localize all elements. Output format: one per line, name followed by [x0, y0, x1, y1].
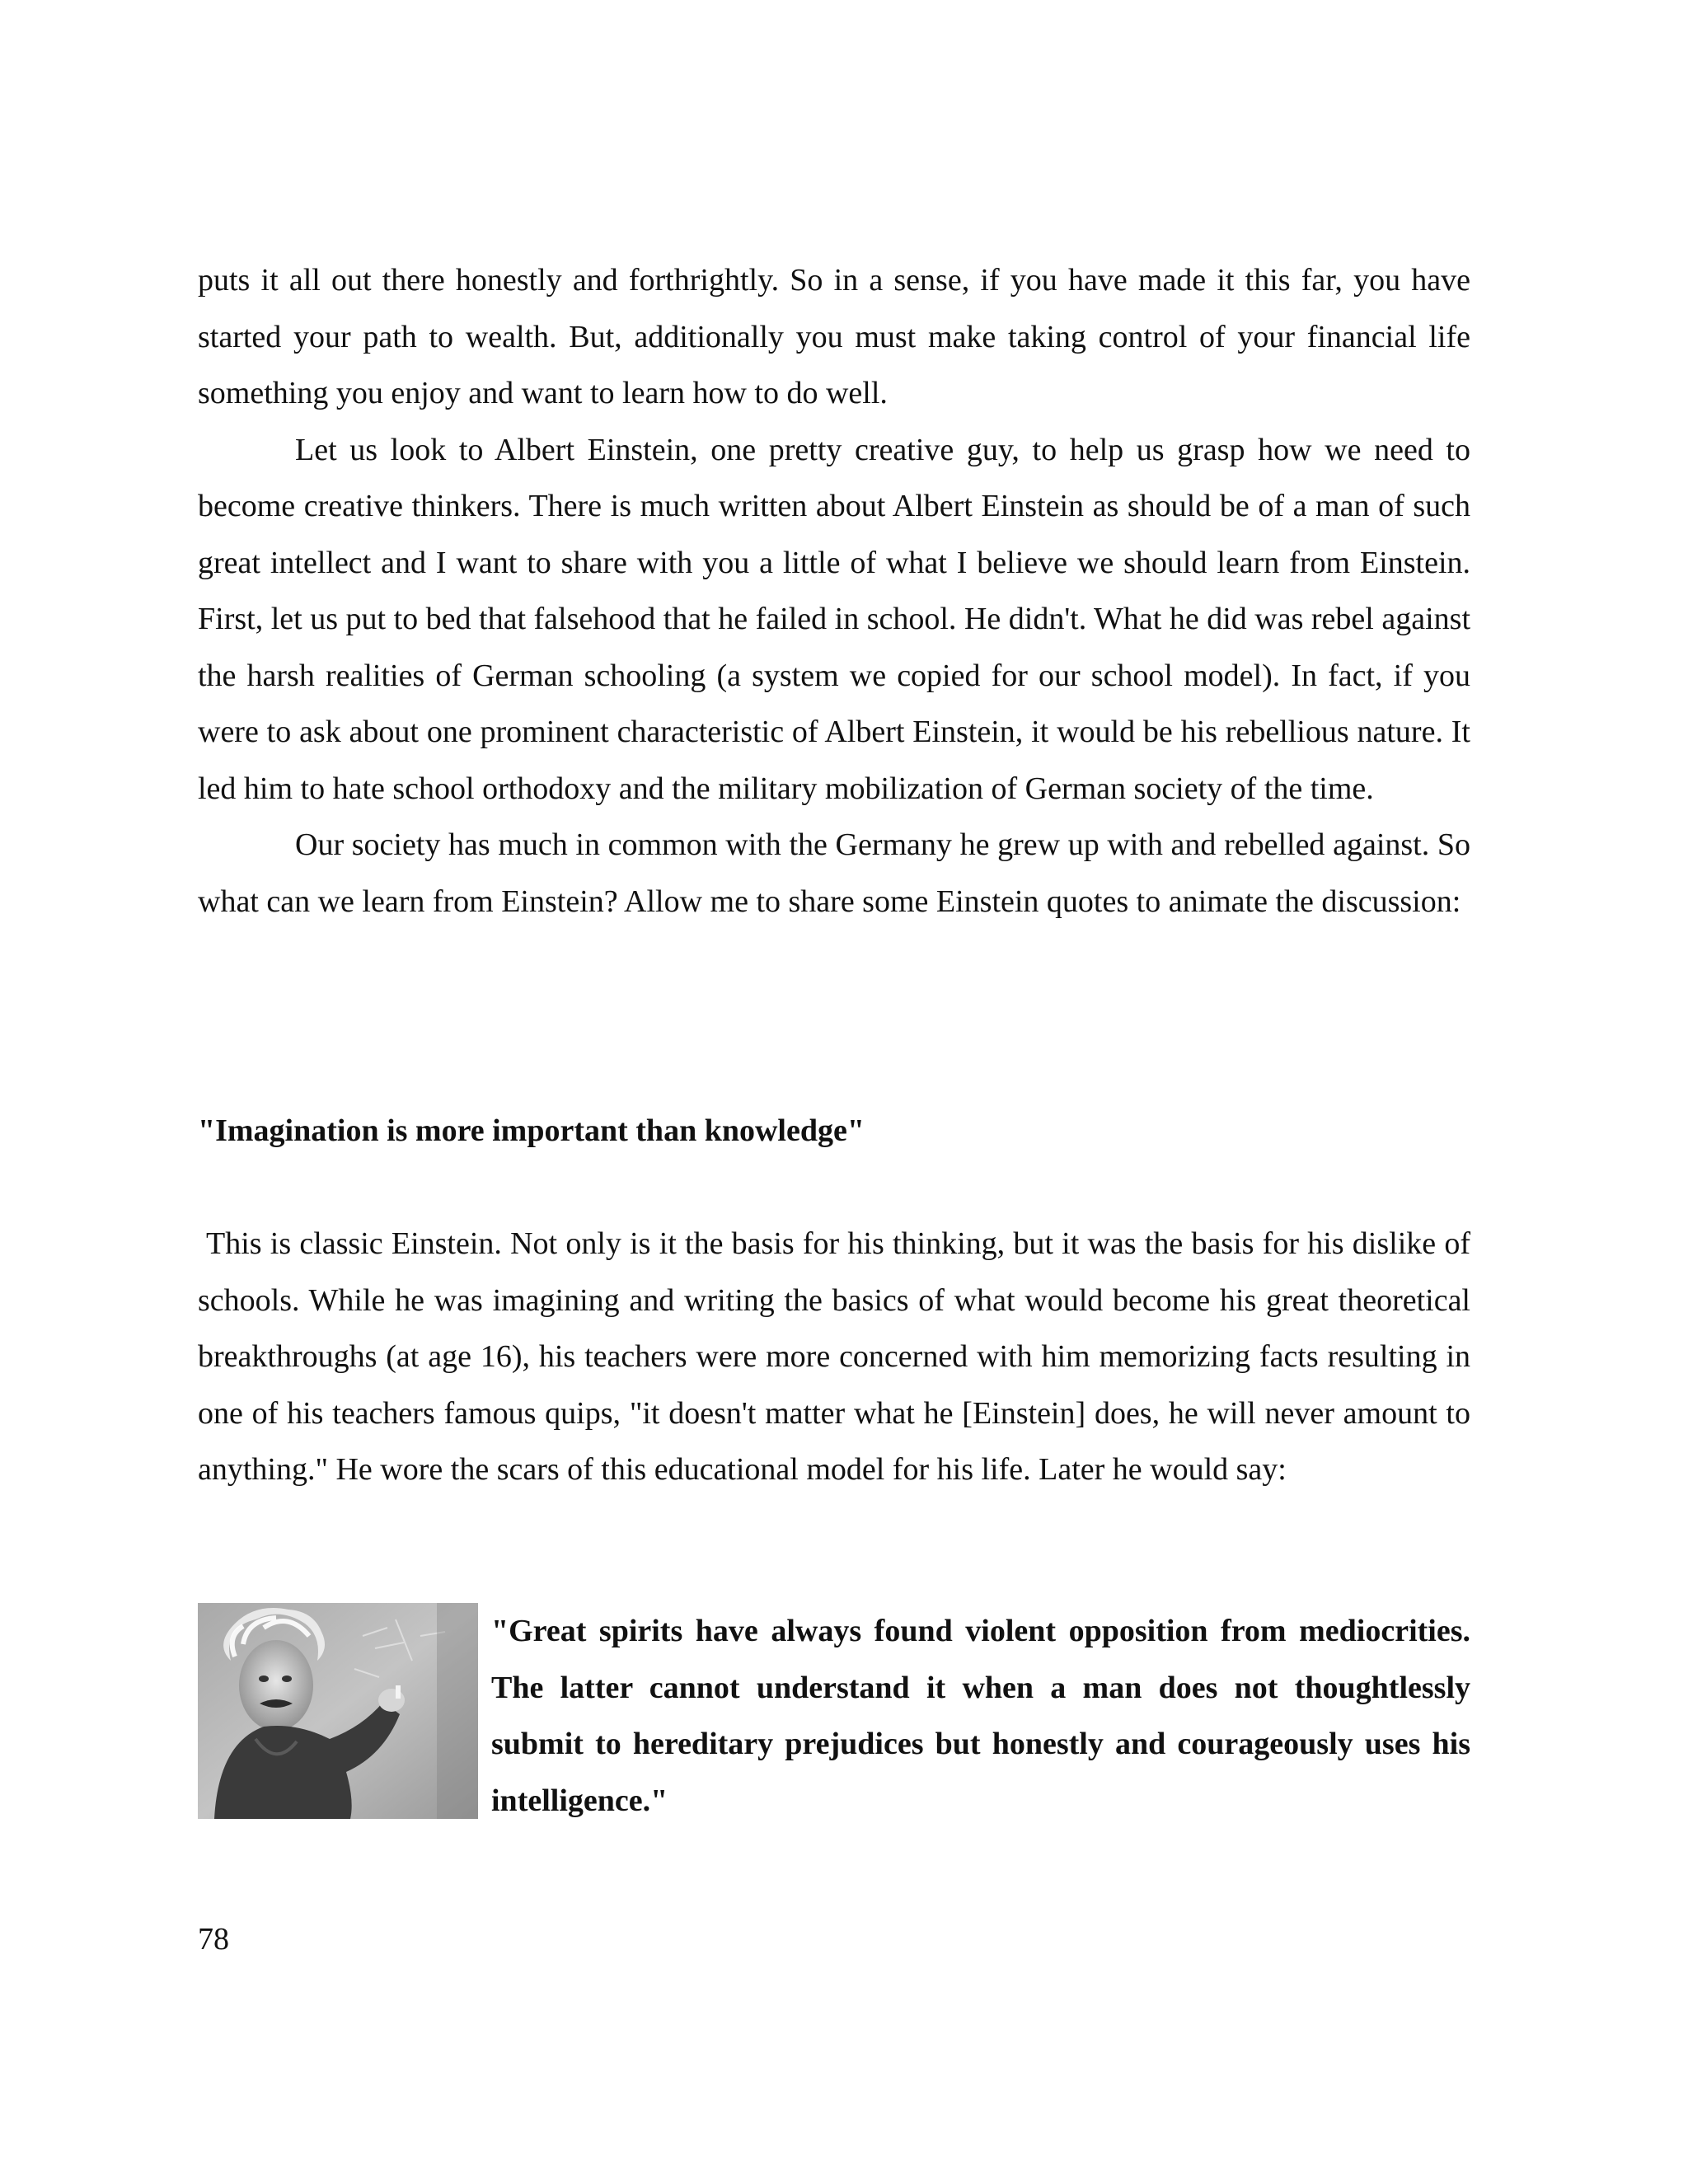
paragraph-einstein-intro: Let us look to Albert Einstein, one pretty creative guy, to help us grasp how we need to become creative thinkers. There is much written about Albert Einstein as should be of a man of such great intellect and I want to share with you a little of what I believe we should learn from Einstein. First, let us put to bed that falsehood that he failed in school. He didn't. What he did was rebel against the harsh realities of German schooling (a system we copied for our school model). In fact, if you were to ask about one prominent characteristic of Albert Einstein, it would be his rebellious nature. It led him to hate school orthodoxy and the military mobilization of German society of the time.: [198, 432, 1470, 806]
einstein-photo: [198, 1603, 478, 1819]
paragraph-continuation: puts it all out there honestly and forthrightly. So in a sense, if you have made it this far, you have started your path to wealth. But, additionally you must make taking control of your financial life something you enjoy and want to learn how to do well.: [198, 263, 1470, 410]
quote-imagination: "Imagination is more important than knowledge": [198, 1113, 865, 1148]
body-text-block-2: [198, 1216, 1470, 1498]
paragraph-classic-einstein: This is classic Einstein. Not only is it the basis for his thinking, but it was the basis for his dislike of schools. While he was imagining and writing the basics of what would become his great theoretical breakthroughs (at age 16), his teachers were more concerned with him memorizing facts resulting in one of his teachers famous quips, "it doesn't matter what he [Einstein] does, he will never amount to anything." He wore the scars of this educational model for his life. Later he would say:: [198, 1226, 1470, 1487]
page-number: 78: [198, 1922, 229, 1957]
einstein-photo-graphic: [198, 1603, 478, 1819]
paragraph-society: Our society has much in common with the Germany he grew up with and rebelled against. So what can we learn from Einstein? Allow me to share some Einstein quotes to animate the discussion:: [198, 827, 1470, 919]
body-text-block-1: [198, 252, 1470, 930]
quote-great-spirits: "Great spirits have always found violent opposition from mediocrities. The latter cannot understand it when a man does not thoughtlessly submit to hereditary prejudices but honestly and courageously uses his intelligence.": [491, 1614, 1470, 1818]
